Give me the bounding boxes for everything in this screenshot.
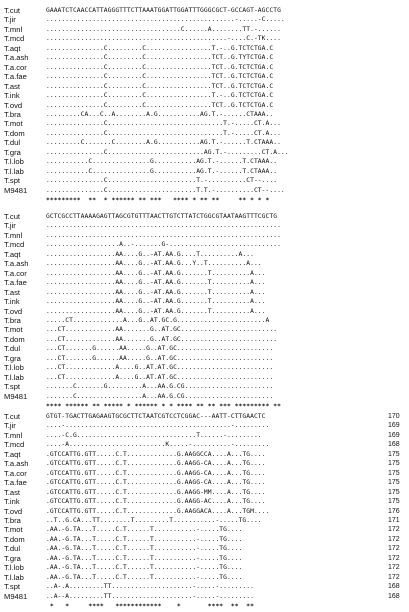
taxon-label: T.aqt <box>4 43 21 53</box>
taxon-label: T.jir <box>4 15 16 25</box>
taxon-label: T.ast <box>4 287 21 297</box>
sequence-text: ...........C...............G...........AG.T.-......T.CTAAA.. <box>46 167 278 175</box>
sequence-text: .........CA...C..A........A.G...........AG.T.-......CTAAA.. <box>46 110 274 118</box>
sequence-row <box>0 391 409 402</box>
taxon-label: T.a.fae <box>4 72 27 82</box>
sequence-text: ...................A..-.......G-............................. <box>46 241 281 249</box>
sequence-text: ...CT.............AA.......G..AT.GC......................... <box>46 326 278 334</box>
sequence-text: ...............C.........C.................TCT..G.TCTCTGA.C <box>46 101 274 109</box>
sequence-text: ...............C.........C.................T.-..G.TCTCTGA.C <box>46 92 274 100</box>
sequence-text: ...............C.........C.................TCT..G.TCTCTGA.C <box>46 82 274 90</box>
taxon-label: T.a.ash <box>4 53 29 63</box>
sequence-text: GAAATCTCAACCATTAGGGTTTCTTAAATGGATTGGATTTGGGCGCT-GCCAGT-AGCCTG <box>46 7 281 14</box>
sequence-text: .........C.......C........A.G...........AG.T.-......T.CTAAA.. <box>46 139 281 147</box>
sequence-row <box>0 185 409 196</box>
conservation-markers: * * **** ************ * **** ** ** <box>46 603 254 610</box>
sequence-length: 172 <box>388 573 400 581</box>
sequence-text: GCTCGCCTTAAAAGAGTTAGCGTGTTTAACTTGTCTTATCTGGCGTAATAAGTTTCGCTG <box>46 213 278 220</box>
taxon-label: T.mcd <box>4 34 25 44</box>
sequence-text: ..................AA....G..-AT.AA.G.......T..........A... <box>46 298 266 306</box>
consensus-row <box>0 195 409 206</box>
sequence-text: .AA.-G.TA...T.....C.T......T...........-.....TG.... <box>46 573 243 581</box>
sequence-length: 169 <box>388 422 400 430</box>
taxon-label: T.aqt <box>4 249 21 259</box>
taxon-label: T.ovd <box>4 306 23 316</box>
taxon-label: T.dom <box>4 534 25 544</box>
sequence-length: 168 <box>388 441 400 449</box>
sequence-length: 172 <box>388 545 400 553</box>
taxon-label: T.l.lab <box>4 372 24 382</box>
sequence-text: ...............C..............................T.-.....CT.A... <box>46 120 281 128</box>
sequence-text: ...CT.......G......AA.....G..AT.GC......................... <box>46 354 274 362</box>
taxon-label: T.mnl <box>4 430 23 440</box>
taxon-label: T.dom <box>4 334 25 344</box>
sequence-text: ...................................C......A........TT.-...... <box>46 25 281 33</box>
sequence-text: ..................AA....G..-AT.AA.G...Y..T..........A... <box>46 260 262 268</box>
taxon-label: T.mcd <box>4 440 25 450</box>
sequence-text: ...CT.............AA.......G..AT.GC......................... <box>46 335 278 343</box>
sequence-text: ....-C.G...............................T......-......... <box>46 431 262 439</box>
sequence-length: 175 <box>388 469 400 477</box>
sequence-text: .AA.-G.TA...T.....C.T......T...........-.....TG.... <box>46 535 243 543</box>
sequence-text: ...............C.........C.................T.-..G.TCTCTGA.C <box>46 44 274 52</box>
sequence-length: 175 <box>388 498 400 506</box>
sequence-text: ...CT.............A....G..AT.AT.GC......................... <box>46 373 274 381</box>
sequence-text: ..................AA....G..-AT.AA.G.......T..........A... <box>46 279 266 287</box>
conservation-markers: ********* ** * ****** ** *** **** * ** ** ** * * * <box>46 197 274 204</box>
taxon-label: T.dul <box>4 344 21 354</box>
taxon-label: T.ast <box>4 487 21 497</box>
taxon-label: T.aqt <box>4 449 21 459</box>
taxon-label: T.gra <box>4 553 21 563</box>
taxon-label: T.gra <box>4 147 21 157</box>
sequence-text: ..................AA....G..-AT.AA.G.......T..........A... <box>46 288 266 296</box>
taxon-label: T.ink <box>4 497 20 507</box>
sequence-text: ...............C.........C.................TCT..G.TYTCTGA.C <box>46 54 274 62</box>
taxon-label: T.dul <box>4 544 21 554</box>
sequence-length: 172 <box>388 526 400 534</box>
taxon-label: T.gra <box>4 353 21 363</box>
taxon-label: T.mot <box>4 525 23 535</box>
taxon-label: T.dom <box>4 128 25 138</box>
taxon-label: T.cut <box>4 212 21 221</box>
sequence-text: ...CT.......G......AA.....G..AT.GC......................... <box>46 345 274 353</box>
taxon-label: T.spt <box>4 176 21 186</box>
sequence-text: ............................................................. <box>46 231 281 239</box>
sequence-row <box>0 591 409 602</box>
sequence-text: .GTCCATTG.GTT.....C.T.............G.AAGG-CA....A...TG.... <box>46 479 266 487</box>
sequence-length: 175 <box>388 488 400 496</box>
taxon-label: T.ast <box>4 81 21 91</box>
sequence-length: 172 <box>388 554 400 562</box>
sequence-text: .AA.-G.TA...T.....C.T......T...........-.....TG.... <box>46 554 243 562</box>
sequence-text: ..T..G.CA...TT........T.........T...........-.....TG.... <box>46 516 262 524</box>
conservation-markers: **** ****** ** ***** * ****** * * **** ** ** *** ********* ** <box>46 403 281 410</box>
taxon-label: T.spt <box>4 382 21 392</box>
sequence-text: ..................AA....G..-AT.AA.G.......T..........A... <box>46 307 266 315</box>
sequence-text: ...............C.........................AG.T.-.........CT.A... <box>46 148 289 156</box>
taxon-label: T.cut <box>4 412 21 421</box>
sequence-text: ..................AA....G..-AT.AA.G.......T..........A... <box>46 269 266 277</box>
taxon-label: T.ovd <box>4 100 23 110</box>
sequence-text: ..A-.A.........TT.....................-.....-......... <box>46 583 254 591</box>
taxon-label: T.l.lob <box>4 363 24 373</box>
taxon-label: T.mot <box>4 325 23 335</box>
taxon-label: T.bra <box>4 515 21 525</box>
taxon-label: T.jir <box>4 421 16 431</box>
taxon-label: T.l.lab <box>4 166 24 176</box>
taxon-label: T.ovd <box>4 506 23 516</box>
taxon-label: M9481 <box>4 391 28 401</box>
sequence-text: ..................AA....G..-AT.AA.G....T..........A... <box>46 250 254 258</box>
sequence-length: 175 <box>388 450 400 458</box>
sequence-text: ...............C.......................T.-..........CT--.... <box>46 177 278 185</box>
taxon-label: T.spt <box>4 582 21 592</box>
sequence-text: ...............C.......................T.T.-..........CT--.... <box>46 186 285 194</box>
sequence-length: 172 <box>388 535 400 543</box>
taxon-label: T.mnl <box>4 24 23 34</box>
sequence-text: .GTCCATTG.GTT.....C.T.............G.AAGG-CA....A...TG.... <box>46 469 266 477</box>
taxon-label: T.bra <box>4 109 21 119</box>
sequence-text: .GTCCATTG.GTT.....C.T.............G.AAGG-MM....A...TG.... <box>46 488 266 496</box>
sequence-text: ....-A.........................K.....-..........-......... <box>46 441 270 449</box>
sequence-text: GTGT-TGACTTGAGAAGTGCGCTTCTAATCGTCCTCGGAC---AATT-CTTGAACTC <box>46 413 266 420</box>
sequence-text: .......C.......G.........A...AA.G.CG....................... <box>46 383 274 391</box>
sequence-length: 176 <box>388 507 400 515</box>
sequence-text: ...........C...............G...........AG.T.-......T.CTAAA.. <box>46 158 278 166</box>
sequence-text: .......C.................A...AA.G.CG....................... <box>46 392 274 400</box>
sequence-length: 175 <box>388 460 400 468</box>
sequence-text: .AA.-G.TA...T.....C.T......T...........-.....TG.... <box>46 526 243 534</box>
sequence-text: .AA.-G.TA...T.....C.T......T...........-.....TG.... <box>46 545 243 553</box>
taxon-label: T.l.lob <box>4 563 24 573</box>
sequence-text: ..A--A.........TT.....................-.....-......... <box>46 592 254 600</box>
sequence-text: .....CT.............A...G..AT.GC.G.......................A <box>46 316 270 324</box>
taxon-label: T.a.ash <box>4 459 29 469</box>
taxon-label: T.mcd <box>4 240 25 250</box>
sequence-length: 169 <box>388 431 400 439</box>
sequence-length: 171 <box>388 516 400 524</box>
sequence-text: ...CT.............A....G..AT.AT.GC......................... <box>46 364 274 372</box>
taxon-label: T.a.fae <box>4 278 27 288</box>
taxon-label: T.mnl <box>4 230 23 240</box>
sequence-text: .GTCCATTG.GTT.....C.T.............G.AAGGACA....A...TGM.... <box>46 507 270 515</box>
taxon-label: T.ink <box>4 91 20 101</box>
taxon-label: T.ink <box>4 297 20 307</box>
taxon-label: T.a.ash <box>4 259 29 269</box>
sequence-text: ...............C.........C.................TCT..G.TCTCTGA.C <box>46 73 274 81</box>
sequence-length: 170 <box>388 413 400 420</box>
taxon-label: T.l.lob <box>4 157 24 167</box>
consensus-row <box>0 601 409 612</box>
taxon-label: T.a.cor <box>4 62 27 72</box>
sequence-text: .GTCCATTG.GTT.....C.T.............G.AAGGCCA....A...TG.... <box>46 450 266 458</box>
sequence-text: ...............C..............................T.-.....CT.A... <box>46 129 281 137</box>
taxon-label: T.bra <box>4 315 21 325</box>
taxon-label: T.cut <box>4 6 21 15</box>
sequence-text: .GTCCATTG.GTT.....C.T.............G.AAGG-AC....A...TG.... <box>46 498 266 506</box>
sequence-text: ...............................................-....C.-TK.... <box>46 35 281 43</box>
taxon-label: T.a.fae <box>4 478 27 488</box>
taxon-label: M9481 <box>4 591 28 601</box>
taxon-label: T.mot <box>4 119 23 129</box>
sequence-length: 168 <box>388 592 400 600</box>
sequence-text: .................................................-.....-C..... <box>46 16 285 24</box>
sequence-text: ....-...........................................-......... <box>46 422 270 430</box>
sequence-text: ...............C.........C.................TCT..G.TCTCTGA.C <box>46 63 274 71</box>
sequence-length: 168 <box>388 583 400 591</box>
sequence-text: .AA.-G.TA...T.....C.T......T...........-.....TG.... <box>46 564 243 572</box>
taxon-label: T.jir <box>4 221 16 231</box>
sequence-text: .GTCCATTG.GTT.....C.T.............G.AAGG-CA....A...TG.... <box>46 460 266 468</box>
taxon-label: M9481 <box>4 185 28 195</box>
sequence-text: ............................................................. <box>46 222 281 230</box>
taxon-label: T.a.cor <box>4 268 27 278</box>
taxon-label: T.a.cor <box>4 468 27 478</box>
taxon-label: T.l.lab <box>4 572 24 582</box>
sequence-length: 172 <box>388 564 400 572</box>
taxon-label: T.dul <box>4 138 21 148</box>
sequence-length: 175 <box>388 479 400 487</box>
